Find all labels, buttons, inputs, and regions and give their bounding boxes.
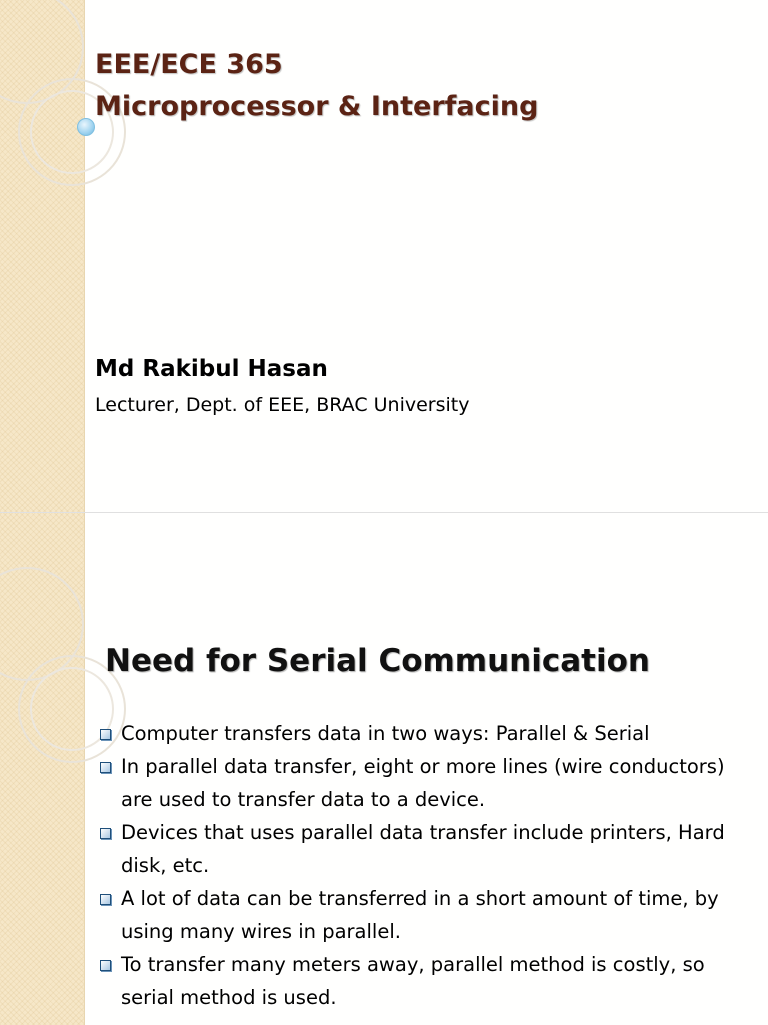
bullet-text: A lot of data can be transferred in a short amount of time, by using many wires in parallel. [121, 887, 719, 943]
bullet-item [100, 882, 750, 948]
title-line-2: Microprocessor & Interfacing [95, 91, 539, 122]
bullet-text: In parallel data transfer, eight or more lines (wire conductors) are used to transfer data to a device. [121, 755, 725, 811]
checkbox-bullet-icon [100, 894, 111, 905]
slide-2-title: Need for Serial Communication [105, 643, 650, 679]
accent-dot-icon [77, 118, 95, 136]
slide-2 [0, 512, 768, 1025]
bullet-item [100, 750, 750, 816]
bullet-item [100, 948, 750, 1014]
author-affiliation: Lecturer, Dept. of EEE, BRAC University [95, 394, 470, 416]
bullet-list [100, 717, 750, 1014]
checkbox-bullet-icon [100, 828, 111, 839]
checkbox-bullet-icon [100, 729, 111, 740]
bullet-text: To transfer many meters away, parallel method is costly, so serial method is used. [121, 953, 705, 1009]
bullet-text: Computer transfers data in two ways: Parallel & Serial [121, 722, 650, 745]
title-line-1: EEE/ECE 365 [95, 49, 283, 80]
checkbox-bullet-icon [100, 960, 111, 971]
slide-1 [0, 0, 768, 512]
bullet-item [100, 717, 750, 750]
checkbox-bullet-icon [100, 762, 111, 773]
bullet-text: Devices that uses parallel data transfer include printers, Hard disk, etc. [121, 821, 725, 877]
bullet-item [100, 816, 750, 882]
page-title [95, 44, 538, 128]
author-name: Md Rakibul Hasan [95, 356, 328, 382]
